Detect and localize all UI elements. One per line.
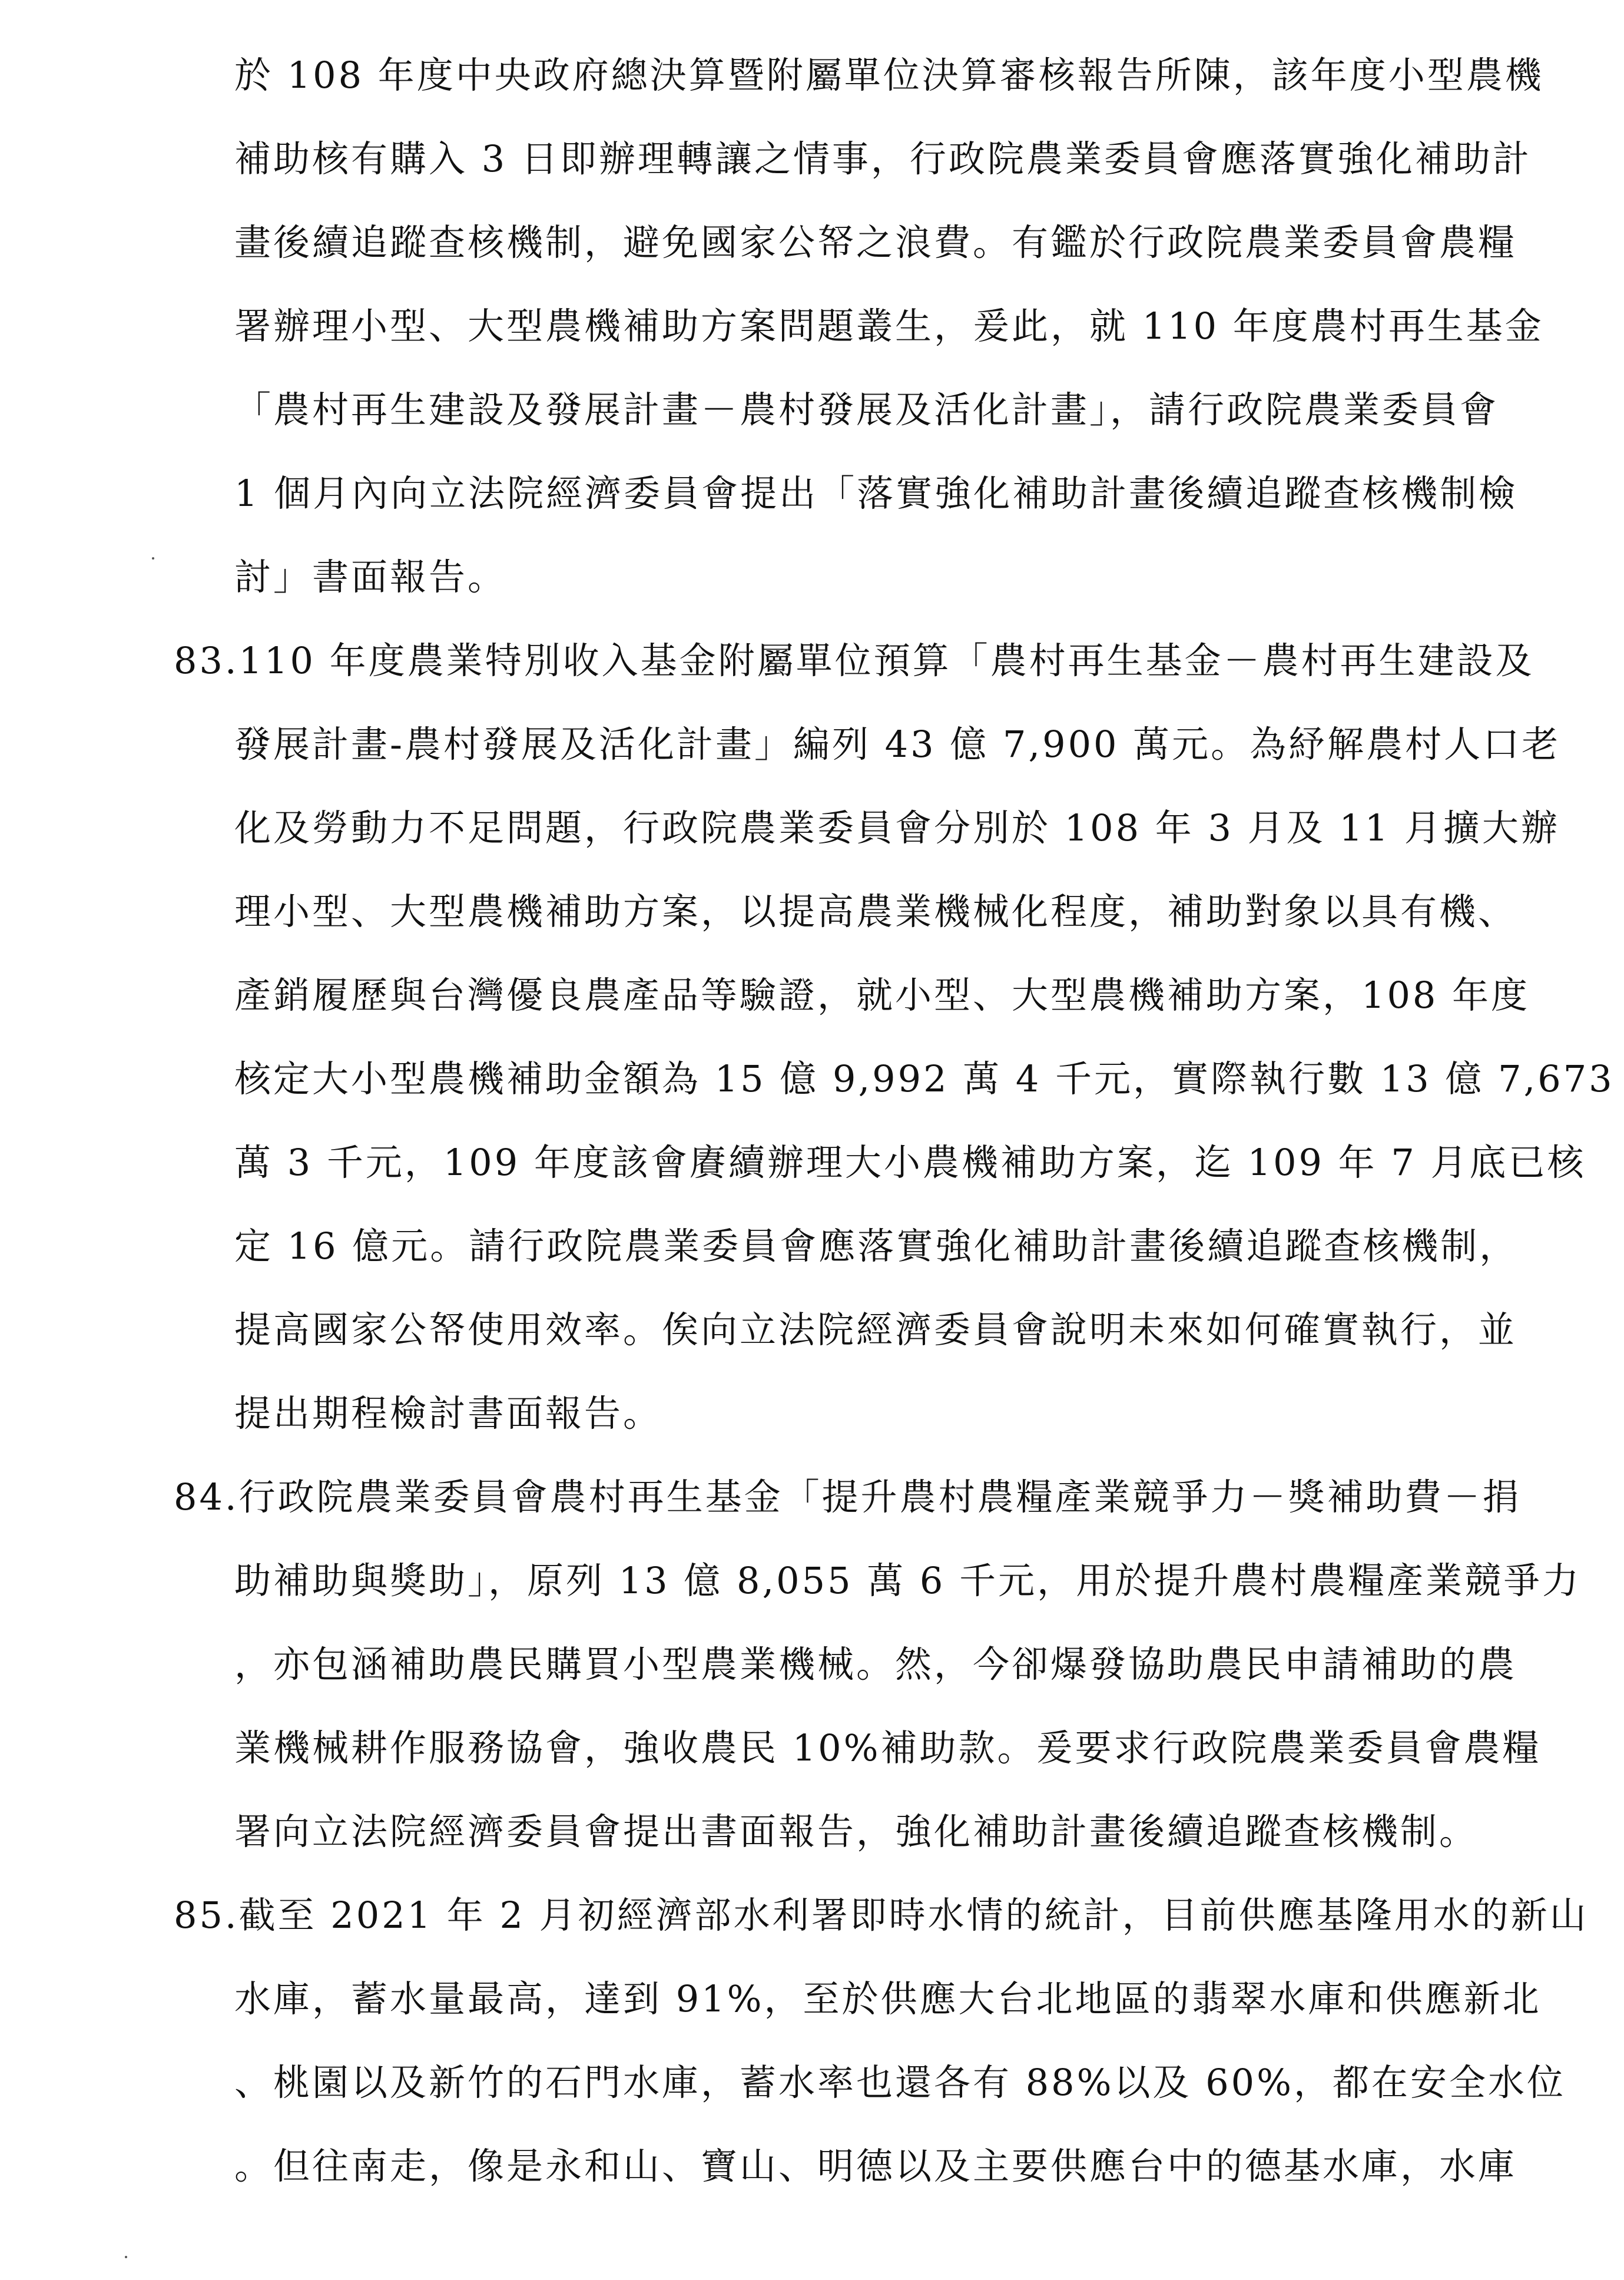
item-83-line: 核定大小型農機補助金額為 15 億 9,992 萬 4 千元，實際執行數 13 億 7,673 — [234, 1057, 1615, 1100]
item-83-line: 定 16 億元。請行政院農業委員會應落實強化補助計畫後續追蹤查核機制， — [234, 1225, 1519, 1268]
item-85-line: 85.截至 2021 年 2 月初經濟部水利署即時水情的統計，目前供應基隆用水的新山 — [174, 1894, 1589, 1937]
item-84-line: ，亦包涵補助農民購買小型農業機械。然，今卻爆發協助農民申請補助的農 — [234, 1643, 1517, 1686]
item-83-line: 理小型、大型農機補助方案，以提高農業機械化程度，補助對象以具有機、 — [234, 890, 1517, 933]
item-85-line: 。但往南走，像是永和山、寶山、明德以及主要供應台中的德基水庫，水庫 — [234, 2145, 1517, 2188]
item-84-line: 助補助與獎助」，原列 13 億 8,055 萬 6 千元，用於提升農村農糧產業競爭力 — [234, 1559, 1582, 1602]
intro-line: 補助核有購入 3 日即辦理轉讓之情事，行政院農業委員會應落實強化補助計 — [234, 137, 1532, 180]
scan-speck — [152, 557, 154, 560]
item-84-line: 署向立法院經濟委員會提出書面報告，強化補助計畫後續追蹤查核機制。 — [234, 1810, 1479, 1853]
item-83-line: 萬 3 千元，109 年度該會賡續辦理大小農機補助方案，迄 109 年 7 月底已核 — [234, 1141, 1586, 1184]
item-83-line: 產銷履歷與台灣優良農產品等驗證，就小型、大型農機補助方案，108 年度 — [234, 974, 1530, 1017]
intro-line: 畫後續追蹤查核機制，避免國家公帑之浪費。有鑑於行政院農業委員會農糧 — [234, 221, 1517, 264]
item-85-line: 、桃園以及新竹的石門水庫，蓄水率也還各有 88%以及 60%，都在安全水位 — [234, 2061, 1566, 2104]
intro-line: 討」書面報告。 — [234, 555, 507, 598]
intro-line: 於 108 年度中央政府總決算暨附屬單位決算審核報告所陳，該年度小型農機 — [234, 54, 1544, 97]
intro-line: 1 個月內向立法院經濟委員會提出「落實強化補助計畫後續追蹤查核機制檢 — [234, 472, 1518, 515]
item-83-line: 提出期程檢討書面報告。 — [234, 1392, 662, 1435]
scan-speck — [125, 2256, 127, 2258]
intro-line: 「農村再生建設及發展計畫－農村發展及活化計畫」，請行政院農業委員會 — [234, 388, 1499, 431]
item-84-line: 84.行政院農業委員會農村再生基金「提升農村農糧產業競爭力－獎補助費－捐 — [174, 1475, 1522, 1518]
item-83-line: 化及勞動力不足問題，行政院農業委員會分別於 108 年 3 月及 11 月擴大辦 — [234, 806, 1560, 849]
item-84-line: 業機械耕作服務協會，強收農民 10%補助款。爰要求行政院農業委員會農糧 — [234, 1726, 1542, 1769]
item-83-line: 提高國家公帑使用效率。俟向立法院經濟委員會說明未來如何確實執行，並 — [234, 1308, 1517, 1351]
item-83-line: 發展計畫-農村發展及活化計畫」編列 43 億 7,900 萬元。為紓解農村人口老 — [234, 723, 1561, 766]
item-83-line: 83.110 年度農業特別收入基金附屬單位預算「農村再生基金－農村再生建設及 — [174, 639, 1534, 682]
item-85-line: 水庫，蓄水量最高，達到 91%，至於供應大台北地區的翡翠水庫和供應新北 — [234, 1977, 1542, 2020]
intro-line: 署辦理小型、大型農機補助方案問題叢生，爰此，就 110 年度農村再生基金 — [234, 305, 1544, 348]
